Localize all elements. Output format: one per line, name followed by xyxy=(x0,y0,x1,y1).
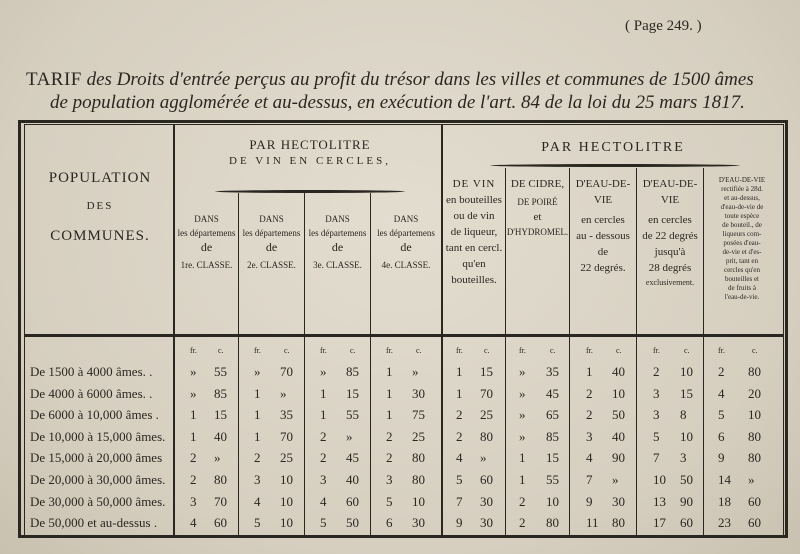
header-group1-line1: PAR HECTOLITRE xyxy=(249,137,371,152)
cell-francs: 2 xyxy=(320,450,327,466)
cell-centimes: 70 xyxy=(480,385,493,401)
cell-francs: 5 xyxy=(320,515,327,531)
cell-centimes: » xyxy=(280,385,287,401)
unit-c: c. xyxy=(684,346,690,355)
cell-francs: 11 xyxy=(586,515,599,531)
cell-centimes: 10 xyxy=(280,493,293,509)
cell-centimes: 80 xyxy=(748,450,761,466)
cell-francs: 2 xyxy=(519,515,526,531)
cell-centimes: 10 xyxy=(280,472,293,487)
cell-centimes: 40 xyxy=(214,428,227,444)
cell-francs: 7 xyxy=(456,493,463,509)
cell-centimes: 10 xyxy=(680,364,693,379)
unit-fr: fr. xyxy=(320,346,327,355)
cell-francs: 7 xyxy=(586,472,593,487)
cell-francs: » xyxy=(320,364,327,379)
cell-centimes: 50 xyxy=(346,515,359,531)
cell-centimes: 40 xyxy=(346,472,359,487)
cell-centimes: 60 xyxy=(480,472,493,487)
cell-centimes: 85 xyxy=(214,385,227,401)
cell-centimes: 30 xyxy=(412,515,425,531)
row-label: De 50,000 et au-dessus . xyxy=(30,515,158,531)
header-class-4: DANS les départemens de 4e. CLASSE. xyxy=(377,214,435,270)
header-population-des: DES xyxy=(86,200,114,212)
cell-centimes: 55 xyxy=(546,472,559,487)
cell-centimes: » xyxy=(412,364,419,379)
cell-centimes: 30 xyxy=(480,493,493,509)
cell-centimes: 50 xyxy=(680,472,693,487)
row-label: De 20,000 à 30,000 âmes. xyxy=(30,472,166,487)
cell-francs: 2 xyxy=(653,364,660,379)
unit-c: c. xyxy=(350,346,356,355)
cell-centimes: 70 xyxy=(280,428,293,444)
cell-centimes: 35 xyxy=(546,364,559,379)
cell-francs: 13 xyxy=(653,493,666,509)
unit-fr: fr. xyxy=(254,346,261,355)
cell-francs: 3 xyxy=(586,428,593,444)
cell-centimes: 75 xyxy=(412,407,425,423)
cell-francs: 2 xyxy=(190,472,197,487)
page-title xyxy=(18,68,798,114)
cell-centimes: 20 xyxy=(748,385,761,401)
cell-centimes: 30 xyxy=(412,385,425,401)
cell-centimes: 15 xyxy=(346,385,359,401)
cell-centimes: 80 xyxy=(748,428,761,444)
unit-fr: fr. xyxy=(456,346,463,355)
cell-francs: 1 xyxy=(519,450,526,466)
cell-centimes: 10 xyxy=(748,407,761,423)
unit-fr: fr. xyxy=(190,346,197,355)
cell-francs: 1 xyxy=(320,407,327,423)
cell-centimes: 70 xyxy=(280,364,293,379)
cell-centimes: 60 xyxy=(748,515,761,531)
cell-centimes: 50 xyxy=(612,407,625,423)
cell-francs: 2 xyxy=(586,385,593,401)
header-vin-bouteilles: DE VIN en bouteilles ou de vin de liqueur, tant en cercl. qu'en bouteilles. xyxy=(445,178,503,286)
cell-centimes: » xyxy=(612,472,619,487)
cell-francs: 2 xyxy=(718,364,725,379)
cell-francs: » xyxy=(190,364,197,379)
cell-francs: 2 xyxy=(519,493,526,509)
unit-c: c. xyxy=(218,346,224,355)
cell-francs: 6 xyxy=(386,515,393,531)
cell-francs: 1 xyxy=(254,428,261,444)
cell-francs: 3 xyxy=(320,472,327,487)
header-class-3: DANS les départemens de 3e. CLASSE. xyxy=(308,214,367,270)
cell-centimes: 55 xyxy=(346,407,359,423)
header-cidre: DE CIDRE, DE POIRÉ et D'HYDROMEL. xyxy=(506,178,569,237)
cell-francs: » xyxy=(519,407,526,423)
cell-francs: 2 xyxy=(386,428,393,444)
cell-francs: 1 xyxy=(456,364,463,379)
header-population: POPULATION xyxy=(48,170,152,186)
header-esprit: D'EAU-DE-VIE rectifiée à 28d. et au-dessus, d'eau-de-vie de toute espèce de bouteil., de liqueurs com- posées d'eau- de-vie et d'es- prit, tant en cercles qu'en bouteilles et de fruits à l'eau-de-vie. xyxy=(718,176,766,301)
cell-centimes: 45 xyxy=(546,385,559,401)
row-label: De 6000 à 10,000 âmes . xyxy=(30,407,159,423)
cell-francs: 4 xyxy=(254,493,261,509)
cell-francs: 1 xyxy=(254,407,261,423)
cell-francs: » xyxy=(519,385,526,401)
cell-francs: » xyxy=(254,364,261,379)
cell-centimes: 3 xyxy=(680,450,687,466)
cell-francs: 1 xyxy=(456,385,463,401)
cell-centimes: 25 xyxy=(280,450,293,466)
unit-c: c. xyxy=(550,346,556,355)
cell-centimes: 45 xyxy=(346,450,359,466)
cell-francs: 1 xyxy=(254,385,261,401)
cell-francs: 4 xyxy=(320,493,327,509)
cell-francs: 5 xyxy=(456,472,463,487)
cell-francs: 3 xyxy=(386,472,393,487)
title-line2: de population agglomérée et au-dessus, en exécution de l'art. 84 de la loi du 25 mars 1817. xyxy=(50,92,745,113)
header-eau-de-vie-28: D'EAU-DE- VIE en cercles de 22 degrés jusqu'à 28 degrés exclusivement. xyxy=(642,178,698,287)
row-label: De 1500 à 4000 âmes. . xyxy=(30,364,153,379)
unit-c: c. xyxy=(284,346,290,355)
cell-centimes: 40 xyxy=(612,428,625,444)
unit-fr: fr. xyxy=(718,346,725,355)
cell-francs: 1 xyxy=(586,364,593,379)
cell-francs: 2 xyxy=(190,450,197,466)
flourish xyxy=(490,164,740,167)
cell-centimes: 25 xyxy=(480,407,493,423)
cell-francs: 1 xyxy=(190,428,197,444)
cell-francs: 1 xyxy=(320,385,327,401)
cell-francs: 6 xyxy=(718,428,725,444)
cell-francs: 5 xyxy=(718,407,725,423)
cell-francs: 3 xyxy=(653,385,660,401)
flourish xyxy=(215,190,405,193)
cell-centimes: 85 xyxy=(346,364,359,379)
cell-francs: 2 xyxy=(456,428,463,444)
unit-c: c. xyxy=(752,346,758,355)
cell-francs: 5 xyxy=(653,428,660,444)
cell-centimes: 15 xyxy=(680,385,693,401)
cell-francs: 9 xyxy=(718,450,725,466)
page-number: ( Page 249. ) xyxy=(625,18,702,34)
cell-centimes: 15 xyxy=(214,407,227,423)
cell-francs: 10 xyxy=(653,472,666,487)
cell-francs: » xyxy=(519,428,526,444)
cell-francs: 1 xyxy=(190,407,197,423)
cell-francs: 14 xyxy=(718,472,731,487)
cell-centimes: 15 xyxy=(480,364,493,379)
cell-centimes: 70 xyxy=(214,493,227,509)
cell-francs: 1 xyxy=(519,472,526,487)
header-class-2: DANS les départemens de 2e. CLASSE. xyxy=(242,214,301,270)
cell-francs: 5 xyxy=(386,493,393,509)
title-tarif: TARIF xyxy=(26,69,82,90)
unit-c: c. xyxy=(416,346,422,355)
cell-francs: 9 xyxy=(586,493,593,509)
header-class-1: DANS les départemens de 1re. CLASSE. xyxy=(177,214,236,270)
cell-centimes: 90 xyxy=(612,450,625,466)
cell-francs: 23 xyxy=(718,515,731,531)
cell-centimes: 80 xyxy=(214,472,227,487)
cell-francs: 3 xyxy=(190,493,197,509)
cell-centimes: 25 xyxy=(412,428,425,444)
header-divider xyxy=(24,334,784,337)
cell-francs: 2 xyxy=(254,450,261,466)
cell-francs: 7 xyxy=(653,450,660,466)
cell-francs: 4 xyxy=(718,385,725,401)
cell-centimes: 80 xyxy=(412,472,425,487)
cell-francs: 4 xyxy=(586,450,593,466)
cell-centimes: 15 xyxy=(546,450,559,466)
row-label: De 15,000 à 20,000 âmes xyxy=(30,450,163,466)
cell-francs: » xyxy=(519,364,526,379)
cell-centimes: 85 xyxy=(546,428,559,444)
unit-c: c. xyxy=(616,346,622,355)
cell-centimes: 55 xyxy=(214,364,227,379)
cell-centimes: » xyxy=(748,472,755,487)
row-label: De 4000 à 6000 âmes. . xyxy=(30,385,153,401)
cell-francs: 2 xyxy=(386,450,393,466)
cell-centimes: 90 xyxy=(680,493,693,509)
cell-francs: 2 xyxy=(456,407,463,423)
col-divider-population xyxy=(173,124,175,536)
cell-centimes: 40 xyxy=(612,364,625,379)
header-population-communes: COMMUNES. xyxy=(50,228,150,244)
cell-centimes: 80 xyxy=(412,450,425,466)
header-group1-line2: DE VIN EN CERCLES, xyxy=(229,155,391,167)
cell-francs: 4 xyxy=(190,515,197,531)
row-label: De 10,000 à 15,000 âmes. xyxy=(30,428,166,444)
cell-centimes: 10 xyxy=(680,428,693,444)
cell-francs: 1 xyxy=(386,407,393,423)
cell-centimes: 60 xyxy=(748,493,761,509)
cell-centimes: 60 xyxy=(680,515,693,531)
cell-centimes: 80 xyxy=(480,428,493,444)
cell-centimes: 30 xyxy=(480,515,493,531)
cell-francs: 4 xyxy=(456,450,463,466)
unit-fr: fr. xyxy=(386,346,393,355)
unit-fr: fr. xyxy=(519,346,526,355)
cell-francs: 5 xyxy=(254,515,261,531)
cell-centimes: 80 xyxy=(546,515,559,531)
cell-centimes: 10 xyxy=(546,493,559,509)
cell-francs: 9 xyxy=(456,515,463,531)
cell-centimes: 8 xyxy=(680,407,687,423)
cell-francs: 18 xyxy=(718,493,731,509)
cell-francs: 1 xyxy=(386,385,393,401)
cell-francs: 1 xyxy=(386,364,393,379)
cell-centimes: » xyxy=(214,450,221,466)
cell-centimes: » xyxy=(480,450,487,466)
cell-centimes: 80 xyxy=(612,515,625,531)
row-label: De 30,000 à 50,000 âmes. xyxy=(30,493,166,509)
cell-centimes: 10 xyxy=(612,385,625,401)
cell-centimes: 10 xyxy=(280,515,293,531)
cell-centimes: 30 xyxy=(612,493,625,509)
cell-francs: 3 xyxy=(254,472,261,487)
cell-francs: 17 xyxy=(653,515,666,531)
cell-centimes: 60 xyxy=(214,515,227,531)
cell-centimes: 65 xyxy=(546,407,559,423)
cell-centimes: 35 xyxy=(280,407,293,423)
cell-centimes: 10 xyxy=(412,493,425,509)
cell-francs: 2 xyxy=(320,428,327,444)
header-eau-de-vie-22: D'EAU-DE- VIE en cercles au - dessous de 22 degrés. xyxy=(575,178,631,274)
cell-francs: 2 xyxy=(586,407,593,423)
cell-francs: » xyxy=(190,385,197,401)
cell-centimes: 60 xyxy=(346,493,359,509)
cell-centimes: » xyxy=(346,428,353,444)
unit-fr: fr. xyxy=(653,346,660,355)
unit-c: c. xyxy=(484,346,490,355)
header-group2: PAR HECTOLITRE xyxy=(541,140,685,155)
title-line1: des Droits d'entrée perçus au profit du trésor dans les villes et communes de 1500 âmes xyxy=(81,69,754,90)
cell-centimes: 80 xyxy=(748,364,761,379)
cell-francs: 3 xyxy=(653,407,660,423)
unit-fr: fr. xyxy=(586,346,593,355)
